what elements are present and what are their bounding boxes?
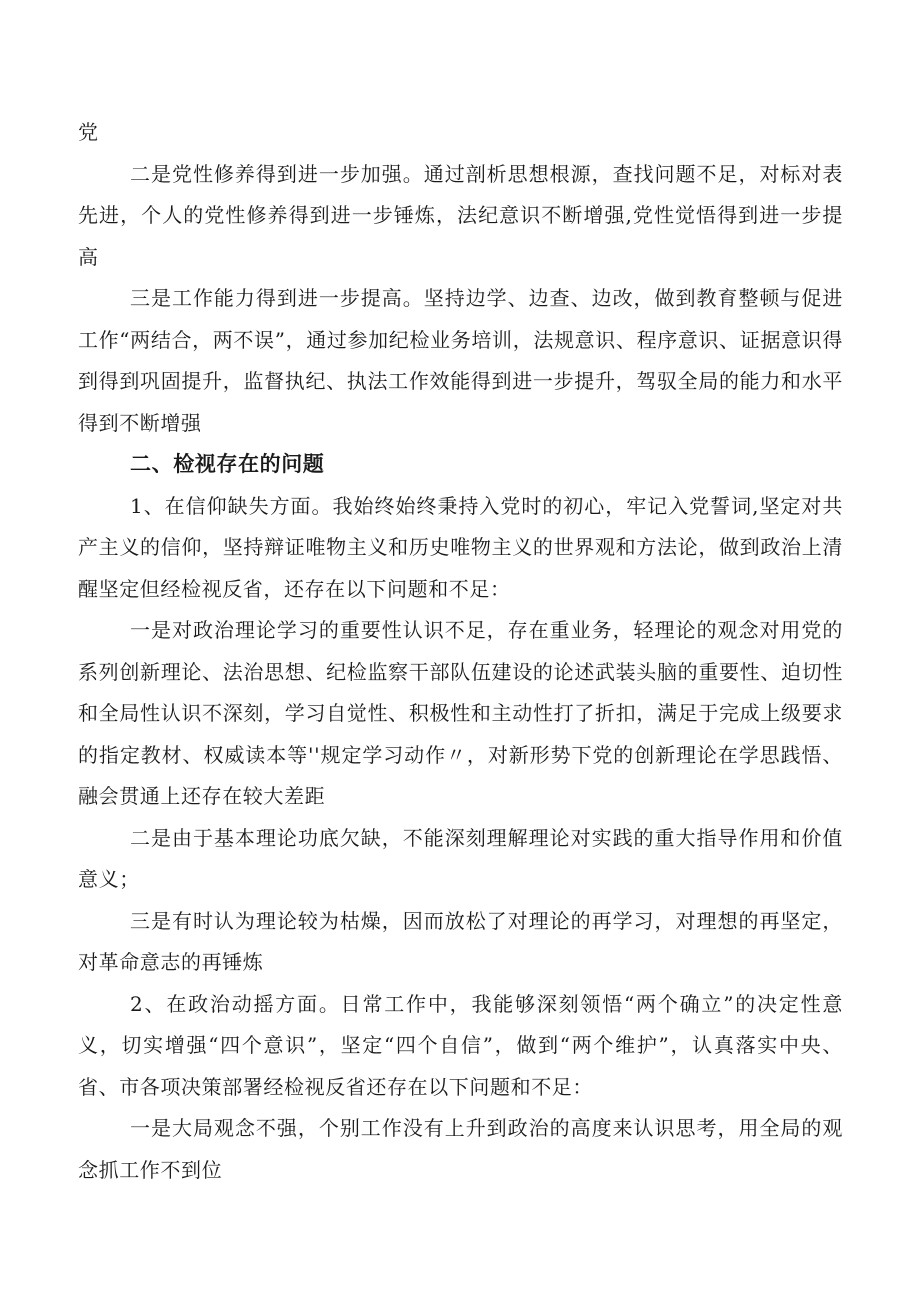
paragraph-work-ability: 三是工作能力得到进一步提高。坚持边学、边查、边改，做到教育整顿与促进工作“两结合，两不误”，通过参加纪检业务培训，法规意识、程序意识、证据意识得到得到巩固提升，监督执纪、执法工作效能得到进一步提升，驾驭全局的能力和水平得到不断增强: [78, 286, 843, 435]
paragraph-party-spirit: 二是党性修养得到进一步加强。通过剖析思想根源，查找问题不足，对标对表先进，个人的党性修养得到进一步锤炼，法纪意识不断增强,党性觉悟得到进一步提高: [78, 161, 843, 269]
document-body: [78, 112, 843, 1191]
paragraph-belief-item-2: 二是由于基本理论功底欠缺，不能深刻理解理论对实践的重大指导作用和价值意义；: [78, 825, 843, 891]
paragraph-politics-intro: 2、在政治动摇方面。日常工作中，我能够深刻领悟“两个确立”的决定性意义，切实增强“四个意识”，坚定“四个自信”，做到“两个维护”，认真落实中央、省、市各项决策部署经检视反省还存在以下问题和不足：: [78, 991, 843, 1099]
paragraph-politics-item-1: 一是大局观念不强，个别工作没有上升到政治的高度来认识思考，用全局的观念抓工作不到位: [78, 1116, 843, 1182]
paragraph-belief-item-3: 三是有时认为理论较为枯燥，因而放松了对理论的再学习，对理想的再坚定，对革命意志的再锤炼: [78, 908, 843, 974]
paragraph-belief-intro: 1、在信仰缺失方面。我始终始终秉持入党时的初心，牢记入党誓词,坚定对共产主义的信仰，坚持辩证唯物主义和历史唯物主义的世界观和方法论，做到政治上清醒坚定但经检视反省，还存在以下问题和不足：: [78, 493, 843, 601]
paragraph-fragment: 党: [78, 120, 99, 144]
section-heading-problems: 二、检视存在的问题: [130, 452, 325, 476]
paragraph-belief-item-1: 一是对政治理论学习的重要性认识不足，存在重业务，轻理论的观念对用党的系列创新理论、法治思想、纪检监察干部队伍建设的论述武装头脑的重要性、迫切性和全局性认识不深刻，学习自觉性、积极性和主动性打了折扣，满足于完成上级要求的指定教材、权威读本等''规定学习动作〃，对新形势下党的创新理论在学思践悟、融会贯通上还存在较大差距: [78, 618, 843, 808]
